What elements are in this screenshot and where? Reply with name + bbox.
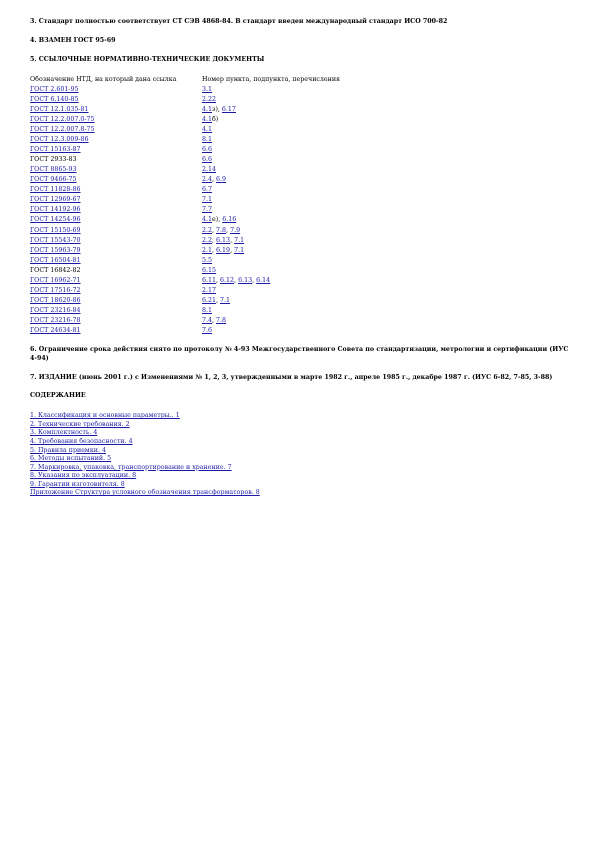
document-link[interactable]: ГОСТ 23216-78 [30, 316, 81, 324]
table-row [30, 205, 340, 215]
table-row [30, 236, 340, 246]
clause-text: , [212, 316, 217, 324]
toc-link[interactable]: 8. Указания по эксплуатации. 8 [30, 472, 137, 480]
document-cell [30, 105, 202, 115]
clause-link[interactable]: 4.1 [202, 216, 213, 224]
document-cell [30, 175, 202, 185]
toc-title: СОДЕРЖАНИЕ [30, 392, 86, 400]
document-cell [30, 256, 202, 266]
reference-table-body [30, 85, 340, 336]
document-page [30, 18, 570, 498]
clause-link[interactable]: 4.1 [202, 116, 213, 124]
document-cell [30, 95, 202, 105]
toc-item [30, 438, 570, 447]
clause-link[interactable]: 6.12 [220, 276, 235, 284]
paragraph-4: 4. ВЗАМЕН ГОСТ 95-69 [30, 37, 116, 45]
table-row [30, 276, 340, 286]
document-cell [30, 145, 202, 155]
clause-cell [202, 226, 340, 236]
clause-link[interactable]: 7.8 [216, 316, 227, 324]
clause-cell [202, 185, 340, 195]
clause-link[interactable]: 7.1 [202, 196, 213, 204]
paragraph-7: 7. ИЗДАНИЕ (июнь 2001 г.) с Изменениями № 1, 2, 3, утвержденными в марте 1982 г., апреле 1985 г., декабре 1987 г. (ИУС 6-82, 7-85, 3-88) [30, 373, 553, 381]
clause-text: з), [212, 105, 222, 113]
toc-link[interactable]: 6. Методы испытаний. 5 [30, 455, 112, 463]
clause-link[interactable]: 7.9 [230, 226, 241, 234]
toc-item [30, 421, 570, 430]
clause-link[interactable]: 7.1 [234, 236, 245, 244]
clause-cell [202, 165, 340, 175]
toc-link[interactable]: 2. Технические требования. 2 [30, 420, 130, 428]
table-row [30, 165, 340, 175]
clause-link[interactable]: 7.8 [216, 226, 227, 234]
document-link[interactable]: ГОСТ 15150-69 [30, 226, 81, 234]
clause-link[interactable]: 2.1 [202, 246, 213, 254]
clause-text: , [230, 236, 235, 244]
clause-link[interactable]: 6.6 [202, 156, 213, 164]
document-cell [30, 135, 202, 145]
toc-link[interactable]: 1. Классификация и основные параметры.. 1 [30, 412, 180, 420]
clause-link[interactable]: 6.7 [202, 186, 213, 194]
clause-link[interactable]: 2.17 [202, 286, 217, 294]
paragraph-6: 6. Ограничение срока действия снято по протоколу № 4-93 Межгосударственного Совета по стандартизации, метрологии и сертификации (ИУС 4-94) [30, 346, 569, 362]
clause-cell [202, 95, 340, 105]
document-text: ГОСТ 2933-83 [30, 156, 77, 164]
paragraph-5: 5. ССЫЛОЧНЫЕ НОРМАТИВНО-ТЕХНИЧЕСКИЕ ДОКУМЕНТЫ [30, 56, 265, 64]
document-link[interactable]: ГОСТ 12.2.007.8-75 [30, 126, 95, 134]
document-link[interactable]: ГОСТ 15163-87 [30, 146, 81, 154]
document-link[interactable]: ГОСТ 9466-75 [30, 176, 77, 184]
clause-link[interactable]: 2.4 [202, 176, 213, 184]
column-header-clause: Номер пункта, подпункта, перечисления [202, 76, 341, 84]
document-cell [30, 316, 202, 326]
clause-cell [202, 316, 340, 326]
clause-link[interactable]: 6.17 [221, 105, 236, 113]
document-link[interactable]: ГОСТ 12969-67 [30, 196, 81, 204]
document-cell [30, 306, 202, 316]
document-cell [30, 236, 202, 246]
clause-cell [202, 306, 340, 316]
table-row [30, 155, 340, 165]
document-cell [30, 246, 202, 256]
clause-link[interactable]: 6.13 [238, 276, 253, 284]
clause-cell [202, 115, 340, 125]
table-row [30, 145, 340, 155]
document-cell [30, 125, 202, 135]
clause-cell [202, 296, 340, 306]
clause-cell [202, 145, 340, 155]
clause-cell [202, 85, 340, 95]
toc-link[interactable]: 5. Правила приемки. 4 [30, 446, 106, 454]
table-row [30, 105, 340, 115]
toc-link[interactable]: 9. Гарантии изготовителя. 8 [30, 480, 125, 488]
clause-cell [202, 266, 340, 276]
clause-cell [202, 236, 340, 246]
document-link[interactable]: ГОСТ 14192-96 [30, 206, 81, 214]
document-cell [30, 165, 202, 175]
clause-link[interactable]: 6.9 [216, 176, 227, 184]
clause-cell [202, 256, 340, 266]
toc-item [30, 455, 570, 464]
clause-cell [202, 135, 340, 145]
document-link[interactable]: ГОСТ 2.601-95 [30, 85, 79, 93]
clause-cell [202, 246, 340, 256]
clause-link[interactable]: 2.22 [202, 95, 217, 103]
document-cell [30, 296, 202, 306]
toc-item [30, 472, 570, 481]
clause-link[interactable]: 8.1 [202, 306, 213, 314]
toc-link[interactable]: Приложение Структура условного обозначения трансформаторов. 8 [30, 489, 260, 497]
clause-link[interactable]: 7.4 [202, 316, 213, 324]
clause-link[interactable]: 2.2 [202, 236, 213, 244]
clause-link[interactable]: 6.16 [222, 216, 237, 224]
clause-link[interactable]: 4.1 [202, 105, 213, 113]
document-cell [30, 215, 202, 225]
clause-link[interactable]: 7.6 [202, 327, 213, 334]
clause-cell [202, 175, 340, 185]
document-link[interactable]: ГОСТ 8865-93 [30, 166, 77, 174]
document-link[interactable]: ГОСТ 11828-86 [30, 186, 81, 194]
reference-documents-table [30, 75, 340, 336]
clause-link[interactable]: 6.19 [216, 246, 231, 254]
clause-link[interactable]: 7.1 [234, 246, 245, 254]
table-row [30, 125, 340, 135]
document-cell [30, 205, 202, 215]
table-header-row [30, 75, 340, 85]
document-link[interactable]: ГОСТ 17516-72 [30, 286, 81, 294]
clause-link[interactable]: 6.15 [202, 266, 217, 274]
table-row [30, 135, 340, 145]
table-row [30, 256, 340, 266]
table-row [30, 326, 340, 336]
clause-cell [202, 276, 340, 286]
clause-link[interactable]: 6.11 [202, 276, 217, 284]
table-row [30, 226, 340, 236]
table-row [30, 246, 340, 256]
table-of-contents [30, 412, 570, 497]
document-link[interactable]: ГОСТ 23216-84 [30, 306, 81, 314]
document-link[interactable]: ГОСТ 12.2.007.0-75 [30, 116, 95, 124]
column-header-document: Обозначение НТД, на который дана ссылка [30, 76, 177, 84]
clause-text: , [212, 246, 217, 254]
table-row [30, 215, 340, 225]
clause-link[interactable]: 6.14 [256, 276, 271, 284]
clause-text: , [212, 176, 217, 184]
toc-item [30, 489, 570, 498]
document-link[interactable]: ГОСТ 24634-81 [30, 327, 81, 334]
toc-item [30, 429, 570, 438]
document-link[interactable]: ГОСТ 14254-96 [30, 216, 81, 224]
clause-cell [202, 326, 340, 336]
clause-link[interactable]: 6.21 [202, 296, 217, 304]
toc-link[interactable]: 7. Маркировка, упаковка, транспортирование и хранение. 7 [30, 463, 232, 471]
toc-item [30, 464, 570, 473]
clause-link[interactable]: 7.7 [202, 206, 213, 214]
document-link[interactable]: ГОСТ 15963-79 [30, 246, 81, 254]
toc-link[interactable]: 4. Требования безопасности. 4 [30, 437, 133, 445]
document-cell [30, 85, 202, 95]
document-link[interactable]: ГОСТ 12.3.009-86 [30, 136, 89, 144]
toc-item [30, 481, 570, 490]
document-link[interactable]: ГОСТ 16504-81 [30, 256, 81, 264]
table-row [30, 195, 340, 205]
table-row [30, 266, 340, 276]
document-text: ГОСТ 16842-82 [30, 266, 81, 274]
document-cell [30, 276, 202, 286]
clause-text: , [216, 296, 221, 304]
clause-cell [202, 195, 340, 205]
document-cell [30, 115, 202, 125]
paragraph-3: 3. Стандарт полностью соответствует СТ СЭВ 4868-84. В стандарт введен международный стандарт ИСО 700-82 [30, 18, 448, 25]
clause-link[interactable]: 6.6 [202, 146, 213, 154]
clause-text: , [226, 226, 231, 234]
document-link[interactable]: ГОСТ 16962-71 [30, 276, 81, 284]
clause-text: , [212, 236, 217, 244]
clause-cell [202, 155, 340, 165]
clause-link[interactable]: 2.2 [202, 226, 213, 234]
table-row [30, 185, 340, 195]
toc-link[interactable]: 3. Комплектность. 4 [30, 429, 98, 437]
clause-cell [202, 205, 340, 215]
clause-link[interactable]: 2.14 [202, 166, 217, 174]
clause-link[interactable]: 8.1 [202, 136, 213, 144]
clause-text: , [230, 246, 235, 254]
clause-text: е), [212, 216, 223, 224]
table-row [30, 85, 340, 95]
document-link[interactable]: ГОСТ 6.140-85 [30, 95, 79, 103]
clause-text: , [212, 226, 217, 234]
document-cell [30, 326, 202, 336]
document-cell [30, 195, 202, 205]
document-link[interactable]: ГОСТ 12.1.035-81 [30, 105, 89, 113]
table-row [30, 286, 340, 296]
document-cell [30, 155, 202, 165]
document-cell [30, 266, 202, 276]
toc-item [30, 412, 570, 421]
toc-item [30, 447, 570, 456]
clause-text: , [234, 276, 239, 284]
clause-cell [202, 286, 340, 296]
clause-text: , [252, 276, 257, 284]
document-link[interactable]: ГОСТ 18620-86 [30, 296, 81, 304]
clause-link[interactable]: 3.1 [202, 85, 213, 93]
document-link[interactable]: ГОСТ 15543-70 [30, 236, 81, 244]
clause-cell [202, 215, 340, 225]
table-row [30, 306, 340, 316]
clause-cell [202, 105, 340, 115]
clause-text: , [216, 276, 221, 284]
document-cell [30, 286, 202, 296]
table-row [30, 316, 340, 326]
clause-link[interactable]: 5.5 [202, 256, 213, 264]
clause-link[interactable]: 6.13 [216, 236, 231, 244]
table-row [30, 95, 340, 105]
table-row [30, 296, 340, 306]
clause-link[interactable]: 7.1 [220, 296, 231, 304]
clause-text: б) [212, 116, 219, 124]
clause-link[interactable]: 4.1 [202, 126, 213, 134]
document-cell [30, 185, 202, 195]
table-row [30, 175, 340, 185]
table-row [30, 115, 340, 125]
document-cell [30, 226, 202, 236]
clause-cell [202, 125, 340, 135]
